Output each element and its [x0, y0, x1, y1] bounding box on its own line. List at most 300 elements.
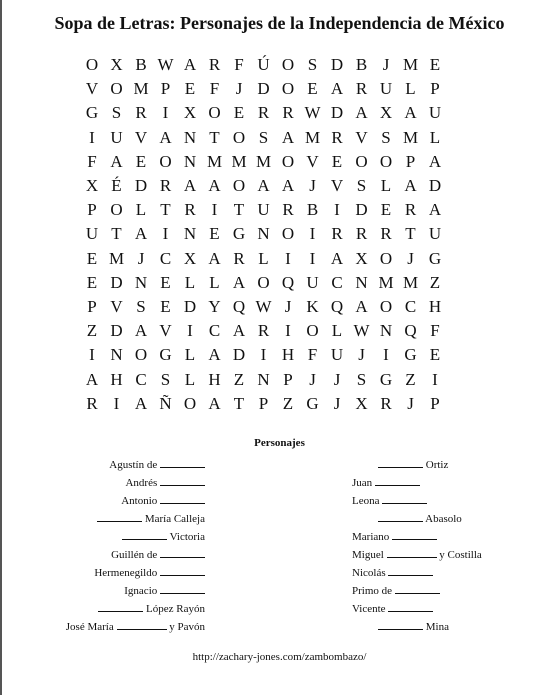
grid-letter[interactable]: E — [380, 200, 392, 220]
grid-letter[interactable]: S — [381, 127, 392, 147]
grid-letter[interactable]: P — [430, 393, 441, 413]
clue-item — [66, 618, 205, 634]
clue-item — [352, 600, 433, 616]
grid-letter[interactable]: R — [86, 393, 99, 413]
grid-letter[interactable]: F — [307, 345, 318, 365]
grid-letter[interactable]: A — [134, 393, 148, 413]
grid-letter[interactable]: E — [209, 224, 221, 244]
clue-item — [111, 546, 205, 562]
grid-letter[interactable]: I — [383, 345, 390, 365]
grid-letter[interactable]: I — [432, 369, 439, 389]
grid-row — [80, 150, 448, 174]
grid-letter[interactable]: M — [402, 55, 419, 75]
clue-item — [121, 492, 205, 508]
grid-letter[interactable]: J — [284, 296, 292, 316]
grid-letter[interactable]: J — [235, 79, 243, 99]
grid-letter[interactable]: X — [183, 248, 197, 268]
grid-letter[interactable]: T — [233, 200, 245, 220]
grid-letter[interactable]: B — [135, 55, 148, 75]
clue-text-after: Victoria — [167, 531, 205, 543]
clue-item — [124, 582, 205, 598]
grid-row — [80, 392, 448, 416]
answer-blank[interactable] — [395, 582, 440, 594]
grid-letter[interactable]: Q — [330, 296, 344, 316]
grid-letter[interactable]: P — [160, 79, 171, 99]
grid-letter[interactable]: C — [208, 321, 221, 341]
clue-text-after: López Rayón — [143, 603, 205, 615]
grid-letter[interactable]: T — [405, 224, 417, 244]
answer-blank[interactable] — [378, 618, 423, 630]
grid-letter[interactable]: R — [184, 200, 197, 220]
clue-item — [122, 528, 205, 544]
grid-row — [80, 367, 448, 391]
clue-item — [97, 510, 205, 526]
grid-letter[interactable]: G — [404, 345, 418, 365]
grid-row — [80, 319, 448, 343]
grid-letter[interactable]: Z — [86, 321, 98, 341]
grid-letter[interactable]: R — [331, 127, 344, 147]
grid-letter[interactable]: M — [402, 272, 419, 292]
grid-letter[interactable]: W — [255, 296, 273, 316]
answer-blank[interactable] — [160, 492, 205, 504]
grid-row — [80, 174, 448, 198]
grid-letter[interactable]: Ñ — [159, 393, 173, 413]
grid-letter[interactable]: R — [331, 224, 344, 244]
answer-blank[interactable] — [122, 528, 167, 540]
grid-letter[interactable]: U — [110, 127, 124, 147]
grid-letter[interactable]: D — [330, 103, 344, 123]
grid-letter[interactable]: V — [110, 296, 124, 316]
grid-letter[interactable]: U — [428, 103, 442, 123]
grid-letter[interactable]: E — [184, 79, 196, 99]
grid-letter[interactable]: J — [333, 393, 341, 413]
grid-letter[interactable]: A — [208, 393, 222, 413]
grid-letter[interactable]: O — [134, 345, 148, 365]
grid-letter[interactable]: O — [379, 296, 393, 316]
clue-item — [352, 546, 482, 562]
grid-letter[interactable]: H — [428, 296, 442, 316]
grid-letter[interactable]: T — [233, 393, 245, 413]
grid-letter[interactable]: P — [430, 79, 441, 99]
clue-text-before: Miguel — [352, 549, 387, 561]
grid-letter[interactable]: A — [134, 224, 148, 244]
grid-letter[interactable]: Ú — [257, 55, 271, 75]
grid-letter[interactable]: U — [257, 200, 271, 220]
grid-row — [80, 198, 448, 222]
grid-letter[interactable]: E — [233, 103, 245, 123]
grid-letter[interactable]: C — [135, 369, 148, 389]
grid-letter[interactable]: A — [355, 103, 369, 123]
grid-letter[interactable]: L — [209, 272, 221, 292]
grid-letter[interactable]: E — [160, 296, 172, 316]
clue-item — [378, 456, 448, 472]
answer-blank[interactable] — [117, 618, 167, 630]
grid-letter[interactable]: E — [160, 272, 172, 292]
grid-letter[interactable]: M — [108, 248, 125, 268]
grid-letter[interactable]: O — [306, 321, 320, 341]
clue-item — [125, 474, 205, 490]
answer-blank[interactable] — [392, 528, 437, 540]
grid-letter[interactable]: N — [134, 272, 148, 292]
grid-letter[interactable]: O — [355, 151, 369, 171]
grid-letter[interactable]: U — [330, 345, 344, 365]
answer-blank[interactable] — [375, 474, 420, 486]
grid-letter[interactable]: A — [404, 176, 418, 196]
grid-letter[interactable]: W — [304, 103, 322, 123]
grid-letter[interactable]: J — [382, 55, 390, 75]
clue-text-before: Andrés — [125, 477, 160, 489]
grid-letter[interactable]: M — [304, 127, 321, 147]
grid-letter[interactable]: R — [380, 224, 393, 244]
grid-letter[interactable]: P — [258, 393, 269, 413]
grid-letter[interactable]: I — [89, 345, 96, 365]
grid-letter[interactable]: Z — [282, 393, 294, 413]
clue-item — [352, 582, 440, 598]
grid-letter[interactable]: Z — [233, 369, 245, 389]
answer-blank[interactable] — [387, 546, 437, 558]
grid-letter[interactable]: N — [355, 272, 369, 292]
grid-letter[interactable]: A — [330, 248, 344, 268]
grid-row — [80, 101, 448, 125]
grid-letter[interactable]: I — [260, 345, 267, 365]
grid-row — [80, 247, 448, 271]
grid-letter[interactable]: B — [306, 200, 319, 220]
grid-letter[interactable]: J — [407, 248, 415, 268]
grid-letter[interactable]: H — [281, 345, 295, 365]
clue-text-after: María Calleja — [142, 513, 205, 525]
grid-letter[interactable]: E — [331, 151, 343, 171]
grid-letter[interactable]: D — [355, 200, 369, 220]
grid-letter[interactable]: T — [160, 200, 172, 220]
clue-text-before: Vicente — [352, 603, 389, 615]
grid-letter[interactable]: E — [86, 272, 98, 292]
grid-letter[interactable]: A — [355, 296, 369, 316]
answer-blank[interactable] — [382, 492, 427, 504]
grid-letter[interactable]: D — [134, 176, 148, 196]
clue-item — [109, 456, 205, 472]
grid-letter[interactable]: M — [206, 151, 223, 171]
grid-letter[interactable]: V — [134, 127, 148, 147]
grid-letter[interactable]: H — [208, 369, 222, 389]
answer-blank[interactable] — [98, 600, 143, 612]
grid-letter[interactable]: G — [232, 224, 246, 244]
grid-letter[interactable]: X — [355, 248, 369, 268]
grid-letter[interactable]: L — [380, 176, 392, 196]
grid-letter[interactable]: A — [330, 79, 344, 99]
grid-letter[interactable]: R — [159, 176, 172, 196]
grid-letter[interactable]: F — [209, 79, 220, 99]
grid-letter[interactable]: Z — [429, 272, 441, 292]
clue-text-before: Guillén de — [111, 549, 160, 561]
grid-letter[interactable]: A — [232, 321, 246, 341]
grid-letter[interactable]: L — [184, 272, 196, 292]
grid-letter[interactable]: F — [234, 55, 245, 75]
grid-letter[interactable]: P — [283, 369, 294, 389]
grid-letter[interactable]: A — [281, 176, 295, 196]
grid-letter[interactable]: X — [379, 103, 393, 123]
grid-row — [80, 126, 448, 150]
grid-letter[interactable]: O — [183, 393, 197, 413]
grid-letter[interactable]: C — [159, 248, 172, 268]
grid-letter[interactable]: D — [330, 55, 344, 75]
clue-text-before: Leona — [352, 495, 383, 507]
grid-letter[interactable]: B — [355, 55, 368, 75]
grid-letter[interactable]: D — [110, 272, 124, 292]
grid-letter[interactable]: L — [331, 321, 343, 341]
grid-letter[interactable]: S — [111, 103, 122, 123]
answer-blank[interactable] — [388, 600, 433, 612]
grid-letter[interactable]: R — [135, 103, 148, 123]
grid-letter[interactable]: R — [257, 321, 270, 341]
grid-letter[interactable]: F — [87, 151, 98, 171]
grid-letter[interactable]: U — [379, 79, 393, 99]
grid-letter[interactable]: R — [233, 248, 246, 268]
grid-letter[interactable]: R — [257, 103, 270, 123]
answer-blank[interactable] — [160, 456, 205, 468]
grid-letter[interactable]: P — [87, 296, 98, 316]
clue-text-before: Ignacio — [124, 585, 160, 597]
grid-letter[interactable]: N — [379, 321, 393, 341]
grid-letter[interactable]: É — [111, 176, 123, 196]
grid-letter[interactable]: I — [162, 103, 169, 123]
grid-letter[interactable]: S — [356, 369, 367, 389]
grid-letter[interactable]: X — [110, 55, 124, 75]
grid-letter[interactable]: M — [133, 79, 150, 99]
grid-row — [80, 53, 448, 77]
grid-letter[interactable]: S — [258, 127, 269, 147]
grid-letter[interactable]: M — [402, 127, 419, 147]
grid-letter[interactable]: E — [429, 345, 441, 365]
grid-letter[interactable]: D — [428, 176, 442, 196]
grid-letter[interactable]: A — [85, 369, 99, 389]
grid-letter[interactable]: R — [208, 55, 221, 75]
grid-letter[interactable]: M — [231, 151, 248, 171]
clue-text-before: José María — [65, 621, 117, 633]
page-title: Sopa de Letras: Personajes de la Independencia de México — [54, 13, 505, 33]
clue-text-before: Hermenegildo — [94, 567, 160, 579]
grid-letter[interactable]: L — [184, 345, 196, 365]
grid-letter[interactable]: V — [330, 176, 344, 196]
grid-letter[interactable]: L — [258, 248, 270, 268]
clue-text-before: Nicolás — [352, 567, 389, 579]
grid-letter[interactable]: L — [135, 200, 147, 220]
grid-letter[interactable]: J — [137, 248, 145, 268]
grid-letter[interactable]: M — [255, 151, 272, 171]
grid-letter[interactable]: A — [183, 55, 197, 75]
grid-letter[interactable]: U — [306, 272, 320, 292]
grid-letter[interactable]: D — [183, 296, 197, 316]
clue-item — [352, 492, 427, 508]
grid-letter[interactable]: N — [257, 224, 271, 244]
answer-blank[interactable] — [378, 456, 423, 468]
grid-letter[interactable]: S — [160, 369, 171, 389]
grid-letter[interactable]: N — [183, 151, 197, 171]
answer-blank[interactable] — [160, 546, 205, 558]
grid-letter[interactable]: J — [358, 345, 366, 365]
grid-letter[interactable]: J — [309, 176, 317, 196]
clue-text-before: Mariano — [352, 531, 393, 543]
grid-letter[interactable]: O — [379, 248, 393, 268]
grid-letter[interactable]: V — [159, 321, 173, 341]
grid-letter[interactable]: E — [307, 79, 319, 99]
grid-letter[interactable]: O — [110, 79, 124, 99]
grid-letter[interactable]: N — [257, 369, 271, 389]
grid-letter[interactable]: A — [208, 345, 222, 365]
clue-item — [352, 564, 433, 580]
grid-letter[interactable]: O — [281, 224, 295, 244]
grid-letter[interactable]: A — [183, 176, 197, 196]
answer-blank[interactable] — [160, 582, 205, 594]
grid-letter[interactable]: O — [281, 151, 295, 171]
grid-letter[interactable]: O — [257, 272, 271, 292]
clue-text-after: y Costilla — [436, 549, 482, 561]
grid-letter[interactable]: X — [183, 103, 197, 123]
grid-letter[interactable]: G — [379, 369, 393, 389]
answer-blank[interactable] — [160, 474, 205, 486]
grid-letter[interactable]: E — [429, 55, 441, 75]
grid-letter[interactable]: Q — [232, 296, 246, 316]
answer-blank[interactable] — [388, 564, 433, 576]
grid-letter[interactable]: F — [430, 321, 441, 341]
grid-letter[interactable]: N — [183, 224, 197, 244]
grid-letter[interactable]: O — [159, 151, 173, 171]
grid-letter[interactable]: S — [307, 55, 318, 75]
clue-text-after: y Pavón — [166, 621, 205, 633]
grid-letter[interactable]: I — [89, 127, 96, 147]
grid-letter[interactable]: I — [334, 200, 341, 220]
grid-letter[interactable]: R — [282, 200, 295, 220]
grid-letter[interactable]: D — [257, 79, 271, 99]
grid-letter[interactable]: L — [429, 127, 441, 147]
grid-letter[interactable]: Q — [281, 272, 295, 292]
clue-text-after: Ortiz — [423, 459, 449, 471]
grid-letter[interactable]: A — [281, 127, 295, 147]
grid-letter[interactable]: G — [428, 248, 442, 268]
clue-text-before: Juan — [352, 477, 375, 489]
grid-letter[interactable]: R — [355, 79, 368, 99]
clue-text-after: Abasolo — [423, 513, 462, 525]
grid-letter[interactable]: W — [353, 321, 371, 341]
grid-letter[interactable]: A — [134, 321, 148, 341]
grid-letter[interactable]: N — [110, 345, 124, 365]
grid-letter[interactable]: R — [282, 103, 295, 123]
grid-letter[interactable]: P — [87, 200, 98, 220]
clue-item — [94, 564, 205, 580]
clue-text-after: Mina — [423, 621, 449, 633]
grid-letter[interactable]: I — [309, 224, 316, 244]
grid-letter[interactable]: I — [162, 224, 169, 244]
grid-letter[interactable]: A — [404, 103, 418, 123]
grid-letter[interactable]: T — [209, 127, 221, 147]
grid-letter[interactable]: J — [407, 393, 415, 413]
grid-letter[interactable]: A — [208, 248, 222, 268]
grid-letter[interactable]: X — [355, 393, 369, 413]
grid-letter[interactable]: A — [110, 151, 124, 171]
grid-letter[interactable]: V — [85, 79, 99, 99]
answer-blank[interactable] — [97, 510, 142, 522]
clue-text-before: Agustín de — [109, 459, 160, 471]
clue-item — [378, 510, 462, 526]
grid-letter[interactable]: P — [405, 151, 416, 171]
grid-letter[interactable]: O — [110, 200, 124, 220]
source-url[interactable]: http://zachary-jones.com/zambombazo/ — [192, 651, 367, 663]
grid-letter[interactable]: R — [380, 393, 393, 413]
grid-letter[interactable]: I — [113, 393, 120, 413]
grid-row — [80, 343, 448, 367]
grid-letter[interactable]: U — [428, 224, 442, 244]
grid-letter[interactable]: T — [111, 224, 123, 244]
grid-letter[interactable]: O — [281, 79, 295, 99]
grid-letter[interactable]: O — [208, 103, 222, 123]
answer-blank[interactable] — [160, 564, 205, 576]
grid-letter[interactable]: O — [85, 55, 99, 75]
grid-letter[interactable]: O — [281, 55, 295, 75]
grid-letter[interactable]: A — [428, 151, 442, 171]
grid-letter[interactable]: A — [232, 272, 246, 292]
answer-blank[interactable] — [378, 510, 423, 522]
grid-letter[interactable]: Y — [208, 296, 222, 316]
grid-letter[interactable]: N — [183, 127, 197, 147]
grid-letter[interactable]: I — [211, 200, 218, 220]
grid-letter[interactable]: R — [355, 224, 368, 244]
grid-letter[interactable]: O — [232, 127, 246, 147]
grid-letter[interactable]: A — [428, 200, 442, 220]
grid-letter[interactable]: I — [187, 321, 194, 341]
clue-item — [352, 474, 420, 490]
grid-letter[interactable]: D — [110, 321, 124, 341]
clue-text-before: Primo de — [352, 585, 395, 597]
grid-letter[interactable]: J — [333, 369, 341, 389]
grid-letter[interactable]: G — [159, 345, 173, 365]
grid-letter[interactable]: A — [159, 127, 173, 147]
grid-letter[interactable]: I — [285, 321, 292, 341]
grid-letter[interactable]: K — [306, 296, 320, 316]
word-search-grid — [80, 53, 448, 416]
grid-letter[interactable]: G — [85, 103, 99, 123]
grid-letter[interactable]: R — [404, 200, 417, 220]
grid-letter[interactable]: C — [331, 272, 344, 292]
grid-letter[interactable]: V — [306, 151, 320, 171]
grid-letter[interactable]: J — [309, 369, 317, 389]
grid-letter[interactable]: C — [404, 296, 417, 316]
grid-letter[interactable]: I — [309, 248, 316, 268]
grid-letter[interactable]: L — [184, 369, 196, 389]
grid-letter[interactable]: V — [355, 127, 369, 147]
grid-letter[interactable]: E — [135, 151, 147, 171]
grid-letter[interactable]: H — [110, 369, 124, 389]
grid-letter[interactable]: O — [379, 151, 393, 171]
grid-letter[interactable]: S — [356, 176, 367, 196]
grid-letter[interactable]: M — [378, 272, 395, 292]
grid-row — [80, 77, 448, 101]
grid-letter[interactable]: U — [85, 224, 99, 244]
grid-letter[interactable]: E — [86, 248, 98, 268]
grid-letter[interactable]: I — [285, 248, 292, 268]
grid-letter[interactable]: X — [85, 176, 99, 196]
grid-letter[interactable]: Z — [405, 369, 417, 389]
grid-letter[interactable]: Q — [404, 321, 418, 341]
grid-row — [80, 295, 448, 319]
grid-letter[interactable]: L — [405, 79, 417, 99]
grid-letter[interactable]: S — [136, 296, 147, 316]
grid-letter[interactable]: W — [157, 55, 175, 75]
grid-letter[interactable]: D — [232, 345, 246, 365]
grid-letter[interactable]: G — [306, 393, 320, 413]
grid-letter[interactable]: O — [232, 176, 246, 196]
grid-letter[interactable]: A — [208, 176, 222, 196]
grid-row — [80, 222, 448, 246]
grid-letter[interactable]: A — [257, 176, 271, 196]
